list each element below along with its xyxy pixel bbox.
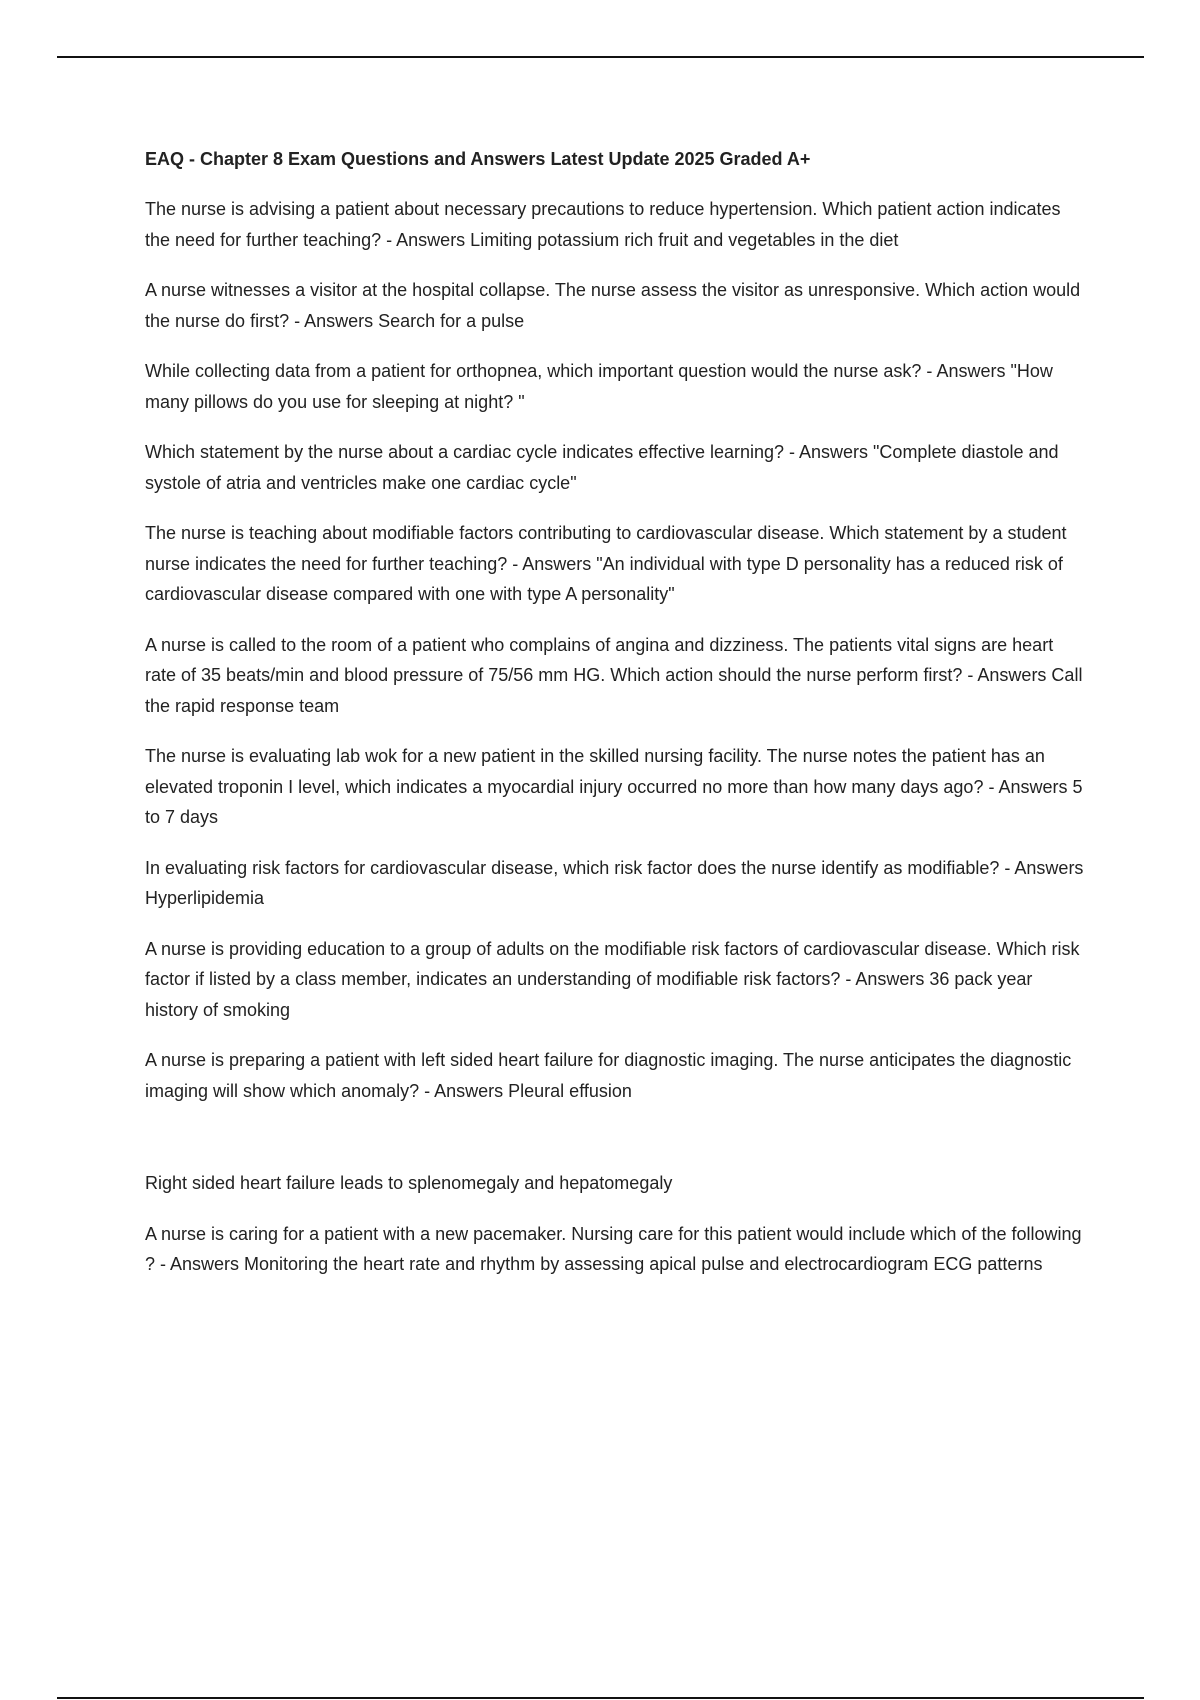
qa-item-7: The nurse is evaluating lab wok for a new patient in the skilled nursing facility. The nurse notes the patient has an elevated troponin I level, which indicates a myocardial injury occurred no more than how many days ago? - Answers 5 to 7 days — [145, 746, 1083, 827]
qa-item-9: A nurse is providing education to a group of adults on the modifiable risk factors of cardiovascular disease. Which risk factor if listed by a class member, indicates an understanding of modifiable risk factors? - Answers 36 pack year history of smoking — [145, 938, 1080, 1020]
qa-item-11: Right sided heart failure leads to splenomegaly and hepatomegaly — [145, 1173, 673, 1193]
bottom-rule — [57, 1697, 1144, 1699]
qa-item-1: The nurse is advising a patient about necessary precautions to reduce hypertension. Which patient action indicates the need for further teaching? - Answers Limiting potassium rich fruit and vegetables in the diet — [145, 199, 1061, 250]
document-title: EAQ - Chapter 8 Exam Questions and Answers Latest Update 2025 Graded A+ — [145, 149, 811, 169]
top-rule — [57, 56, 1144, 58]
qa-item-6: A nurse is called to the room of a patient who complains of angina and dizziness. The patients vital signs are heart rate of 35 beats/min and blood pressure of 75/56 mm HG. Which action should the nurse perform first? - Answers Call the rapid response team — [145, 634, 1083, 716]
qa-item-2: A nurse witnesses a visitor at the hospital collapse. The nurse assess the visitor as unresponsive. Which action would the nurse do first? - Answers Search for a pulse — [145, 280, 1081, 331]
document-body — [145, 144, 1085, 1300]
qa-item-12: A nurse is caring for a patient with a new pacemaker. Nursing care for this patient would include which of the following ? - Answers Monitoring the heart rate and rhythm by assessing apical pulse and electrocardiogram ECG patterns — [145, 1223, 1082, 1274]
qa-item-10: A nurse is preparing a patient with left sided heart failure for diagnostic imaging. The nurse anticipates the diagnostic imaging will show which anomaly? - Answers Pleural effusion — [145, 1050, 1072, 1101]
qa-item-4: Which statement by the nurse about a cardiac cycle indicates effective learning? - Answers "Complete diastole and systole of atria and ventricles make one cardiac cycle" — [145, 442, 1059, 493]
qa-item-5: The nurse is teaching about modifiable factors contributing to cardiovascular disease. Which statement by a student nurse indicates the need for further teaching? - Answers "An individual with type D personality has a reduced risk of cardiovascular disease compared with one with type A personality" — [145, 523, 1067, 604]
qa-item-3: While collecting data from a patient for orthopnea, which important question would the nurse ask? - Answers "How many pillows do you use for sleeping at night? " — [145, 361, 1053, 412]
qa-item-8: In evaluating risk factors for cardiovascular disease, which risk factor does the nurse identify as modifiable? - Answers Hyperlipidemia — [145, 857, 1084, 908]
